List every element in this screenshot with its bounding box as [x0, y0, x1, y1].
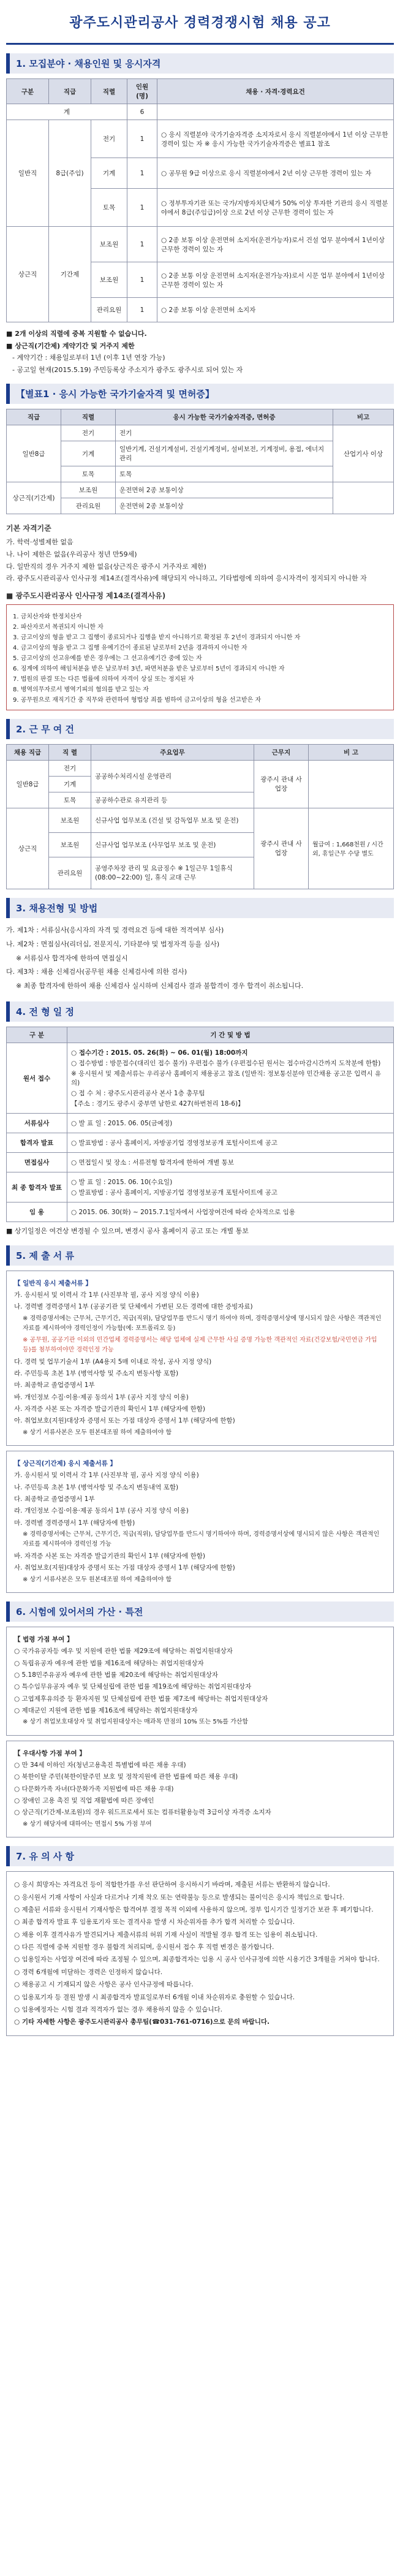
- cell-series: 토목: [61, 466, 116, 482]
- cell-grade: 일반8급: [7, 425, 61, 482]
- note-item: ○ 제출된 서류와 응시원서 기재사항은 합격여부 결정 목적 이외에 사용하지 않으며, 정부 입시기간 일정기간 보관 후 폐기합니다.: [14, 1905, 374, 1913]
- section-schedule: [6, 1001, 394, 1237]
- section-heading: 7. 유 의 사 항: [6, 1846, 394, 1866]
- bonus-item: ○ 독립유공자 예우에 관한 법률 제16조에 해당하는 취업지원대상자: [14, 1659, 204, 1667]
- bonus-item: ○ 만 34세 이하인 자(청년고용촉진 특별법에 따른 채용 우대): [14, 1761, 186, 1769]
- box-item: 6. 징계에 의하여 해임처분을 받은 날로부터 3년, 파면처분을 받은 날로부터 5년이 경과되지 아니한 자: [13, 665, 285, 672]
- schedule-note: ■ 상기일정은 여건상 변경될 수 있으며, 변경시 공사 홈페이지 공고 또는 개별 통보: [6, 1227, 249, 1236]
- cell-series: 토목: [49, 792, 91, 808]
- notes-box: [6, 1871, 394, 2036]
- cell-duty: 신규사업 업무보조 (사무업무 보조 및 운전): [91, 832, 254, 857]
- schedule-line: ○ 접수기간 : 2015. 05. 26(화) ~ 06. 01(월) 18:00까지: [71, 1049, 248, 1057]
- cell-count: 1: [127, 227, 157, 262]
- col-header: 채용 직급: [7, 744, 49, 760]
- col-header: 기 간 및 방 법: [67, 1027, 394, 1043]
- schedule-line: ○ 접수방법 : 방문접수(대리인 접수 불가) 우편접수 불가 (우편접수된 원서는 접수마감시간까지 도착분에 한함): [71, 1060, 381, 1068]
- schedule-line: ○ 접 수 처 : 광주도시관리공사 본사 1층 총무팀: [71, 1090, 205, 1098]
- doc-item: 사. 취업보호(지원)대상자 증명서 또는 가점 대상자 증명서 1부 (해당자에 한함): [14, 1564, 235, 1572]
- conditions-table: [6, 744, 394, 889]
- note-item: ○ 채용공고 시 기재되지 않은 사항은 공사 인사규정에 따릅니다.: [14, 1981, 194, 1989]
- schedule-label: 서류심사: [7, 1114, 67, 1133]
- cell-req: ○ 응시 직렬분야 국가기술자격증 소지자로서 응시 직렬분야에서 1년 이상 근무한 경력이 있는 자 ※ 응시 가능한 국가기술자격증은 별표1 참조: [157, 120, 394, 158]
- legal-bonus-box: [6, 1627, 394, 1736]
- cell-place: 광주시 관내 사업장: [254, 760, 309, 808]
- basic-item: 다. 일반직의 경우 거주지 제한 없음(상근직은 광주시 거주자로 제한): [6, 562, 206, 571]
- total-empty: [157, 104, 394, 120]
- col-header: 응시 가능한 국가기술자격증, 면허증: [116, 409, 333, 425]
- doc-item: 나. 경력별 경력증명서 1부 (공공기관 및 단체에서 가변된 모든 경력에 대한 증빙자료): [14, 1303, 253, 1311]
- schedule-label: 임 용: [7, 1203, 67, 1222]
- section-bonus: [6, 1601, 394, 1837]
- process-note: ※ 최종 합격자에 한하여 채용 신체검사 실시하며 신체검사 결과 불합격이 경우 합격이 취소됩니다.: [16, 982, 304, 990]
- doc-item: 라. 개인정보 수집·이용·제공 동의서 1부 (공사 지정 양식 이용): [14, 1507, 189, 1515]
- bonus-item: ○ 국가유공자등 예우 및 지원에 관한 법률 제29조에 해당하는 취업지원대상자: [14, 1647, 233, 1655]
- cell-license: 전기: [116, 425, 333, 441]
- doc-item: 가. 응시원서 및 이력서 각 1부 (사진부착 필, 공사 지정 양식 이용): [14, 1472, 199, 1480]
- doc-item: 바. 자격증 사본 또는 자격증 발급기관의 확인서 1부 (해당자에 한함): [14, 1552, 205, 1560]
- cell-series: 보조원: [91, 227, 127, 262]
- cell-grade: 기간제: [49, 227, 91, 322]
- basic-item: 가. 학력·성별제한 없음: [6, 538, 74, 547]
- schedule-label: 합격자 발표: [7, 1133, 67, 1153]
- note-item: ○ 최종 합격자 발표 후 임용포기자 또는 결격사유 발생 시 차순위자를 추가 합격 처리할 수 있습니다.: [14, 1918, 295, 1926]
- cell-series: 보조원: [49, 808, 91, 832]
- note-item: ○ 응시원서 기재 사항이 사실과 다르거나 기재 착오 또는 연락불능 등으로 발생되는 불이익은 응시자 책임으로 합니다.: [14, 1893, 345, 1901]
- license-table: [6, 409, 394, 514]
- note-line: ■ 상근직(기간제) 계약기간 및 거주지 제한: [6, 341, 135, 350]
- bonus-item: ○ 상근직(기간제-보조원)의 경우 워드프로세서 또는 컴퓨터활용능력 3급이상 자격증 소지자: [14, 1809, 271, 1817]
- cell-license: 운전면허 2종 보통이상: [116, 498, 333, 514]
- col-header: 채용 · 자격·경력요건: [157, 79, 394, 104]
- note-line: - 계약기간 : 채용일로부터 1년 (이후 1년 연장 가능): [12, 354, 165, 362]
- schedule-label: 원서 접수: [7, 1043, 67, 1114]
- cell-series: 전기: [49, 760, 91, 776]
- cell-series: 보조원: [61, 482, 116, 498]
- box-title: 【 일반직 응시 제출서류 】: [14, 1279, 92, 1287]
- section-heading: 【별표1 · 응시 가능한 국가기술자격 및 면허증】: [6, 384, 394, 404]
- cell-grade: 일반8급: [7, 760, 49, 808]
- col-header: 직 렬: [49, 744, 91, 760]
- cell-series: 토목: [91, 189, 127, 227]
- schedule-line: ○ 발표방법 : 공사 홈페이지, 지방공기업 경영정보공개 포털사이트에 공고: [71, 1189, 277, 1197]
- documents-contract-box: [6, 1451, 394, 1593]
- note-item: ○ 응시 희망자는 자격요건 등이 적합한가를 우선 판단하여 응시하시기 바라며, 제출된 서류는 반환하지 않습니다.: [14, 1881, 330, 1889]
- bonus-item: ○ 5.18민주유공자 예우에 관한 법률 제20조에 해당하는 취업지원대상자: [14, 1671, 218, 1679]
- col-header: 구분: [7, 79, 49, 104]
- note-item: ○ 경력 6개월에 미달하는 경력은 인정하지 않습니다.: [14, 1968, 163, 1976]
- col-header: 비 고: [309, 744, 394, 760]
- cell-note: 산업기사 이상: [333, 425, 394, 482]
- section-process: [6, 898, 394, 993]
- schedule-line: ○ 발표방법 : 공사 홈페이지, 자방공기업 경영정보공개 포털사이트에 공고: [71, 1139, 277, 1147]
- cell-series: 관리요원: [91, 298, 127, 322]
- cell-place: 광주시 관내 사업장: [254, 808, 309, 889]
- basic-item: 나. 나이 제한은 없음(우리공사 정년 만59세): [6, 550, 137, 558]
- bonus-item: ○ 특수임무유공자 예우 및 단체설립에 관한 법률 제19조에 해당하는 취업지원대상자: [14, 1683, 252, 1691]
- schedule-line: ○ 발 표 일 : 2015. 06. 05(금예정): [71, 1120, 173, 1128]
- cell-grade: 8급(주임): [49, 120, 91, 227]
- cell-series: 보조원: [49, 832, 91, 857]
- cell-grade: 상근직(기간제): [7, 482, 61, 514]
- section-heading: 3. 채용전형 및 방법: [6, 898, 394, 918]
- cell-req: ○ 공무원 9급 이상으로 응시 직렬분야에서 2년 이상 근무한 경력이 있는 자: [157, 158, 394, 189]
- bonus-note: ※ 상기 취업보호대상자 및 취업지원대상자는 매과목 만점의 10% 또는 5%를 가산함: [23, 1719, 249, 1726]
- doc-note: ※ 공무원, 공공기관 이외의 민간업체 경력증명서는 해당 업체에 실제 근무한 사실 증명 가능한 객관적인 자료(건강보험/국민연금 가입 등)를 첨부하여야만 경력인정 가능: [23, 1336, 377, 1354]
- process-item: 가. 제1차 : 서류심사(응시자의 자격 및 경력요건 등에 대한 적격여부 심사): [6, 925, 224, 934]
- cell-group: 일반직: [7, 120, 49, 227]
- preference-bonus-box: [6, 1741, 394, 1837]
- cell-series: 전기: [91, 120, 127, 158]
- cell-grade: 상근직: [7, 808, 49, 889]
- cell-note-empty: [309, 760, 394, 808]
- section-licenses: [6, 384, 394, 514]
- cell-req: ○ 정부투자기관 또는 국가/지방자치단체가 50% 이상 투자한 기관의 응시 직렬분야에서 8급(주임급)이상 으로 2년 이상 근무한 경력이 있는 자: [157, 189, 394, 227]
- box-title: 【 상근직(기간제) 응시 제출서류 】: [14, 1460, 116, 1468]
- bonus-item: ○ 제대군인 지원에 관한 법률 제16조에 해당하는 취업지원대상자: [14, 1706, 198, 1714]
- note-item: ○ 다른 직렬에 중복 지원할 경우 불합격 처리되며, 응시원서 접수 후 직렬 변경은 불가합니다.: [14, 1943, 274, 1951]
- total-label: 계: [7, 104, 127, 120]
- doc-item: 다. 최종학교 졸업증명서 1부: [14, 1495, 95, 1503]
- total-count: 6: [127, 104, 157, 120]
- cell-count: 1: [127, 120, 157, 158]
- cell-count: 1: [127, 189, 157, 227]
- note-item: ○ 임용일자는 사업장 여건에 따라 조정될 수 있으며, 최종합격자는 임용 시 공사 인사규정에 의한 시용기간 3개월을 거쳐야 합니다.: [14, 1956, 380, 1964]
- doc-note: ※ 상기 서류사본은 모두 원본대조필 하여 제출하여야 함: [23, 1576, 172, 1583]
- doc-item: 나. 주민등록 초본 1부 (병역사항 및 주소지 변동내역 포함): [14, 1483, 179, 1491]
- col-header: 인원(명): [127, 79, 157, 104]
- section-heading: 4. 전 형 일 정: [6, 1001, 394, 1022]
- doc-note: ※ 경력증명서에는 근무처, 근무기간, 직급(직위), 담당업무를 반드시 명기하여야 하며, 경력증명서상에 명시되지 않은 사항은 객관적인 자료를 제시하여야 경력인정 가능: [23, 1530, 380, 1548]
- doc-item: 아. 취업보호(지원)대상자 증명서 또는 가점 대상자 증명서 1부 (해당자에 한함): [14, 1417, 235, 1425]
- bonus-item: ○ 다문화가족 자녀(다문화가족 지원법에 따른 채용 우대): [14, 1785, 174, 1793]
- schedule-line: ※ 응시원서 및 제출서류는 우리공사 홈페이지 채용공고 참조 (일반직: 정보통신분야 민간채용 공고문 입력시 유의): [71, 1070, 382, 1087]
- bonus-item: ○ 북한이탈 주민(북한이탈주민 보호 및 정착지원에 관한 법률에 따른 채용 우대): [14, 1773, 238, 1781]
- cell-series: 보조원: [91, 262, 127, 298]
- section-basic: [6, 523, 394, 710]
- cell-req: ○ 2종 보통 이상 운전면허 소지자: [157, 298, 394, 322]
- note-item: ○ 기타 자세한 사항은 광주도시관리공사 총무팀(☎031-761-0716)으로 문의 바랍니다.: [14, 2018, 270, 2026]
- cell-note-empty: [333, 482, 394, 514]
- box-item: 2. 파산자로서 복권되지 아니한 자: [13, 623, 104, 631]
- section-recruitment: [6, 53, 394, 375]
- section-heading: 6. 시험에 있어서의 가산 · 특전: [6, 1601, 394, 1622]
- cell-series: 기계: [91, 158, 127, 189]
- schedule-label: 최 종 합격자 발표: [7, 1172, 67, 1203]
- cell-series: 관리요원: [61, 498, 116, 514]
- section-heading: 1. 모집분야 · 채용인원 및 응시자격: [6, 53, 394, 74]
- doc-item: 사. 자격증 사본 또는 자격증 발급기관의 확인서 1부 (해당자에 한함): [14, 1405, 205, 1413]
- doc-item: 다. 경력 및 업무기술서 1부 (A4용지 5매 이내로 작성, 공사 지정 양식): [14, 1358, 212, 1366]
- sub-heading: 기본 자격기준: [6, 524, 51, 533]
- box-item: 7. 법원의 판결 또는 다른 법률에 의하여 자격이 상실 또는 정지된 자: [13, 675, 194, 683]
- note-item: ○ 임용예정자는 시험 결과 적격자가 없는 경우 채용하지 않을 수 있습니다.: [14, 2005, 223, 2013]
- note-item: ○ 채용 이후 결격사유가 발견되거나 제출서류의 허위 기재 사실이 적발될 경우 합격 또는 임용이 취소됩니다.: [14, 1931, 318, 1939]
- schedule-line: ○ 발 표 일 : 2015. 06. 10(수요일): [71, 1179, 173, 1187]
- box-item: 8. 병역의무자로서 병역기피의 혐의를 받고 있는 자: [13, 686, 149, 693]
- col-header: 비고: [333, 409, 394, 425]
- doc-item: 라. 주민등록 초본 1부 (병역사항 및 주소지 변동사항 포함): [14, 1370, 179, 1378]
- schedule-table: [6, 1027, 394, 1222]
- cell-duty: 신규사업 업무보조 (건설 및 감독업무 보조 및 운전): [91, 808, 254, 832]
- bonus-item: ○ 장애인 고용 촉진 및 직업 재활법에 따른 장애인: [14, 1797, 154, 1805]
- section-conditions: [6, 719, 394, 889]
- cell-note: 월급여 : 1,668천원 / 시간외, 휴일근무 수당 별도: [309, 808, 394, 889]
- cell-series: 전기: [61, 425, 116, 441]
- process-item: 다. 제3차 : 채용 신체검사(공무원 채용 신체검사에 의한 검사): [6, 968, 187, 976]
- doc-item: 바. 개인정보 수집·이용·제공 동의서 1부 (공사 지정 양식 이용): [14, 1393, 189, 1401]
- recruitment-table: [6, 78, 394, 322]
- box-item: 5. 금고이상의 선고유예를 받은 경우에는 그 선고유예기간 중에 있는 자: [13, 655, 202, 662]
- page-title: 광주도시관리공사 경력경쟁시험 채용 공고: [6, 0, 394, 45]
- process-note: ※ 서류심사 합격자에 한하여 면접실시: [16, 954, 128, 962]
- box-item: 9. 공무원으로 재직기간 중 직무와 관련하여 형법상 죄를 범하여 금고이상의 형을 선고받은 자: [13, 696, 262, 704]
- col-header: 구 분: [7, 1027, 67, 1043]
- basic-item: 라. 광주도시관리공사 인사규정 제14조(결격사유)에 해당되지 아니하고, 기타법령에 의하여 응시자격이 정지되지 아니한 자: [6, 574, 367, 583]
- cell-series: 기계: [61, 441, 116, 466]
- cell-count: 1: [127, 158, 157, 189]
- cell-req: ○ 2종 보통 이상 운전면허 소지자(운전가능자)로서 시문 업무 분야에서 1년이상 근무한 경력이 있는 자: [157, 262, 394, 298]
- col-header: 직렬: [61, 409, 116, 425]
- cell-license: 토목: [116, 466, 333, 482]
- box-item: 4. 금고이상의 형을 받고 그 집행 유예기간이 종료된 날로부터 2년을 경과하지 아니한 자: [13, 644, 247, 652]
- cell-count: 1: [127, 298, 157, 322]
- cell-group: 상근직: [7, 227, 49, 322]
- schedule-line: ○ 2015. 06. 30(화) ~ 2015.7.1일자에서 사업장여건에 따라 순차적으로 임용: [71, 1209, 295, 1217]
- cell-duty: 공공하수처리시설 운영관리: [91, 760, 254, 792]
- section-heading: 2. 근 무 여 건: [6, 719, 394, 739]
- col-header: 주요업무: [91, 744, 254, 760]
- documents-regular-box: [6, 1271, 394, 1446]
- note-item: ○ 임용포기자 등 결원 발생 시 최종합격자 발표일로부터 6개월 이내 차순위자로 충원할 수 있습니다.: [14, 1993, 295, 2001]
- section-documents: [6, 1245, 394, 1593]
- col-header: 직급: [7, 409, 61, 425]
- section-heading: 5. 제 출 서 류: [6, 1245, 394, 1266]
- cell-duty: 공영주차장 관리 및 요금징수 ※ 1일근무 1일휴식(08:00~22:00) 일, 휴식 교대 근무: [91, 857, 254, 889]
- doc-item: 마. 최종학교 졸업증명서 1부: [14, 1381, 95, 1389]
- section-notes: [6, 1846, 394, 2036]
- doc-note: ※ 경력증명서에는 근무처, 근무기간, 직급(직위), 담당업무를 반드시 명기 하여야 하며, 경력증명서상에 명시되지 않은 사항은 객관적인 자료를 제시하여야 경력인정이 가능함(예: 포트폴리오 등): [23, 1315, 382, 1332]
- schedule-line: ○ 면접일시 및 장소 : 서류전형 합격자에 한하여 개별 통보: [71, 1159, 234, 1167]
- cell-series: 기계: [49, 776, 91, 792]
- cell-count: 1: [127, 262, 157, 298]
- cell-license: 일반기계, 건설기계설비, 건설기계정비, 설비보전, 기계정비, 용접, 에너지관리: [116, 441, 333, 466]
- cell-req: ○ 2종 보통 이상 운전면허 소지자(운전가능자)로서 건설 업무 분야에서 1년이상 근무한 경력이 있는 자: [157, 227, 394, 262]
- col-header: 직급: [49, 79, 91, 104]
- doc-item: 마. 경력별 경력증명서 1부 (해당자에 한함): [14, 1519, 135, 1527]
- sub-heading: ■ 광주도시관리공사 인사규정 제14조(결격사유): [6, 591, 166, 600]
- schedule-line: 【주소 : 경기도 광주시 중부면 남한로 427(하번천리 18-6)】: [71, 1100, 244, 1108]
- cell-license: 운전면허 2종 보통이상: [116, 482, 333, 498]
- col-header: 근무지: [254, 744, 309, 760]
- box-item: 1. 금치산자와 한정치산자: [13, 613, 82, 620]
- box-item: 3. 금고이상의 형을 받고 그 집행이 종료되거나 집행을 받지 아니하기로 확정된 후 2년이 경과되지 아니한 자: [13, 634, 301, 641]
- note-line: ■ 2개 이상의 직렬에 중복 지원할 수 없습니다.: [6, 330, 147, 338]
- doc-note: ※ 상기 서류사본은 모두 원본대조필 하여 제출하여야 함: [23, 1429, 172, 1436]
- doc-item: 가. 응시원서 및 이력서 각 1부 (사진부착 필, 공사 지정 양식 이용): [14, 1291, 199, 1299]
- schedule-label: 면접심사: [7, 1153, 67, 1172]
- note-line: - 공고일 현재(2015.5.19) 주민등록상 주소지가 광주도 광주시로 되어 있는 자: [12, 365, 243, 374]
- bonus-note: ※ 상기 해당자에 대하여는 면접시 5% 가점 부여: [23, 1820, 152, 1828]
- bonus-item: ○ 고엽제후유의증 등 환자지원 및 단체설립에 관한 법률 제7조에 해당하는 취업지원대상자: [14, 1695, 268, 1703]
- cell-series: 관리요원: [49, 857, 91, 889]
- cell-duty: 공공하수관로 유지관리 등: [91, 792, 254, 808]
- col-header: 직렬: [91, 79, 127, 104]
- process-item: 나. 제2차 : 면접심사(리더십, 전문지식, 기타분야 및 법정자격 등을 심사): [6, 940, 220, 948]
- box-title: 【 우대사항 가점 부여 】: [14, 1749, 86, 1757]
- disqualification-box: [6, 604, 394, 710]
- box-title: 【 법령 가점 부여 】: [14, 1636, 74, 1644]
